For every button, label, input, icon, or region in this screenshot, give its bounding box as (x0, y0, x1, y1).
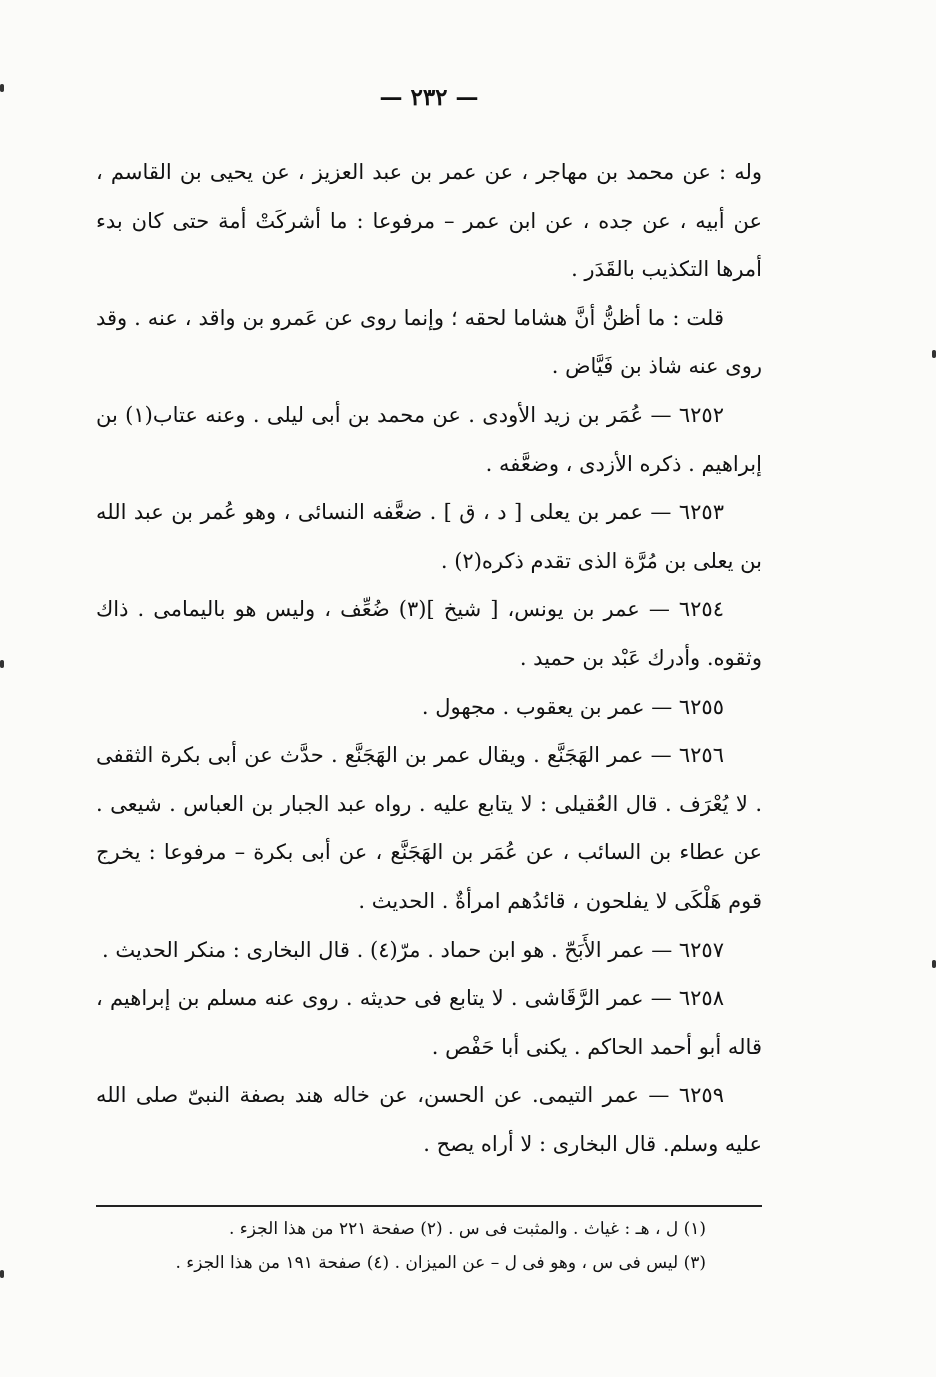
paragraph-hadith-continuation: وله : عن محمد بن مهاجر ، عن عمر بن عبد العزيز ، عن يحيى بن القاسم ، عن أبيه ، عن جده ، عن ابن عمر – مرفوعا : ما أشركَتْ أمة حتى كان بدء أمرها التكذيب بالقَدَر . (96, 160, 762, 282)
footnote-divider (96, 1205, 762, 1207)
footnotes (96, 1212, 706, 1280)
margin-speck (932, 350, 936, 358)
entry-6255: ٦٢٥٥ — عمر بن يعقوب . مجهول . (421, 694, 724, 719)
entry-6258: ٦٢٥٨ — عمر الرَّقَاشى . لا يتابع فى حديثه . روى عنه مسلم بن إبراهيم ، قاله أبو أحمد الحاكم . يكنى أبا حَفْص . (96, 986, 762, 1059)
entry-6256: ٦٢٥٦ — عمر الهَجَنَّع . ويقال عمر بن الهَجَنَّع . حدَّث عن أبى بكرة الثقفى . لا يُعْرَف . قال العُقيلى : لا يتابع عليه . رواه عبد الجبار بن العباس . شيعى . عن عطاء بن السائب ، عن عُمَر بن الهَجَنَّع ، عن أبى بكرة – مرفوعا : يخرج قوم هَلْكَى لا يفلحون ، قائدُهم امرأةٌ . الحديث . (96, 743, 762, 913)
entry-6259: ٦٢٥٩ — عمر التيمى. عن الحسن، عن خاله هند بصفة النبىّ صلى الله عليه وسلم. قال البخارى : لا أراه يصح . (96, 1083, 762, 1156)
entry-6257: ٦٢٥٧ — عمر الأَبَحّ . هو ابن حماد . مرّ(٤) . قال البخارى : منكر الحديث . (102, 937, 724, 962)
footnote-line: (٣) ليس فى س ، وهو فى ل – عن الميزان . (٤) صفحة ١٩١ من هذا الجزء . (175, 1253, 706, 1273)
margin-speck (0, 1270, 4, 1278)
footnote-line: (١) ل ، هـ : غياث . والمثبت فى س . (٢) صفحة ٢٢١ من هذا الجزء . (229, 1219, 706, 1239)
book-page (96, 70, 762, 1320)
entry-6254: ٦٢٥٤ — عمر بن يونس، [ شيخ ](٣) ضُعِّف ، وليس هو باليمامى . ذاك وثقوه. وأدرك عَبْد بن حميد . (96, 597, 762, 670)
entry-6252: ٦٢٥٢ — عُمَر بن زيد الأودى . عن محمد بن أبى ليلى . وعنه عتاب(١) بن إبراهيم . ذكره الأزدى ، وضعَّفه . (96, 402, 762, 476)
margin-speck (0, 660, 4, 668)
margin-speck (932, 960, 936, 968)
page-body (96, 148, 762, 1168)
paragraph-comment: قلت : ما أظنُّ أنَّ هشاما لحقه ؛ وإنما روى عن عَمرو بن واقد ، عنه . وقد روى عنه شاذ بن فَيَّاض . (96, 305, 762, 379)
entry-6253: ٦٢٥٣ — عمر بن يعلى [ د ، ق ] . ضعَّفه النسائى ، وهو عُمر بن عبد الله بن يعلى بن مُرَّة الذى تقدم ذكره(٢) . (96, 500, 762, 573)
margin-speck (0, 84, 4, 92)
page-number: — ٢٣٢ — (379, 84, 479, 111)
